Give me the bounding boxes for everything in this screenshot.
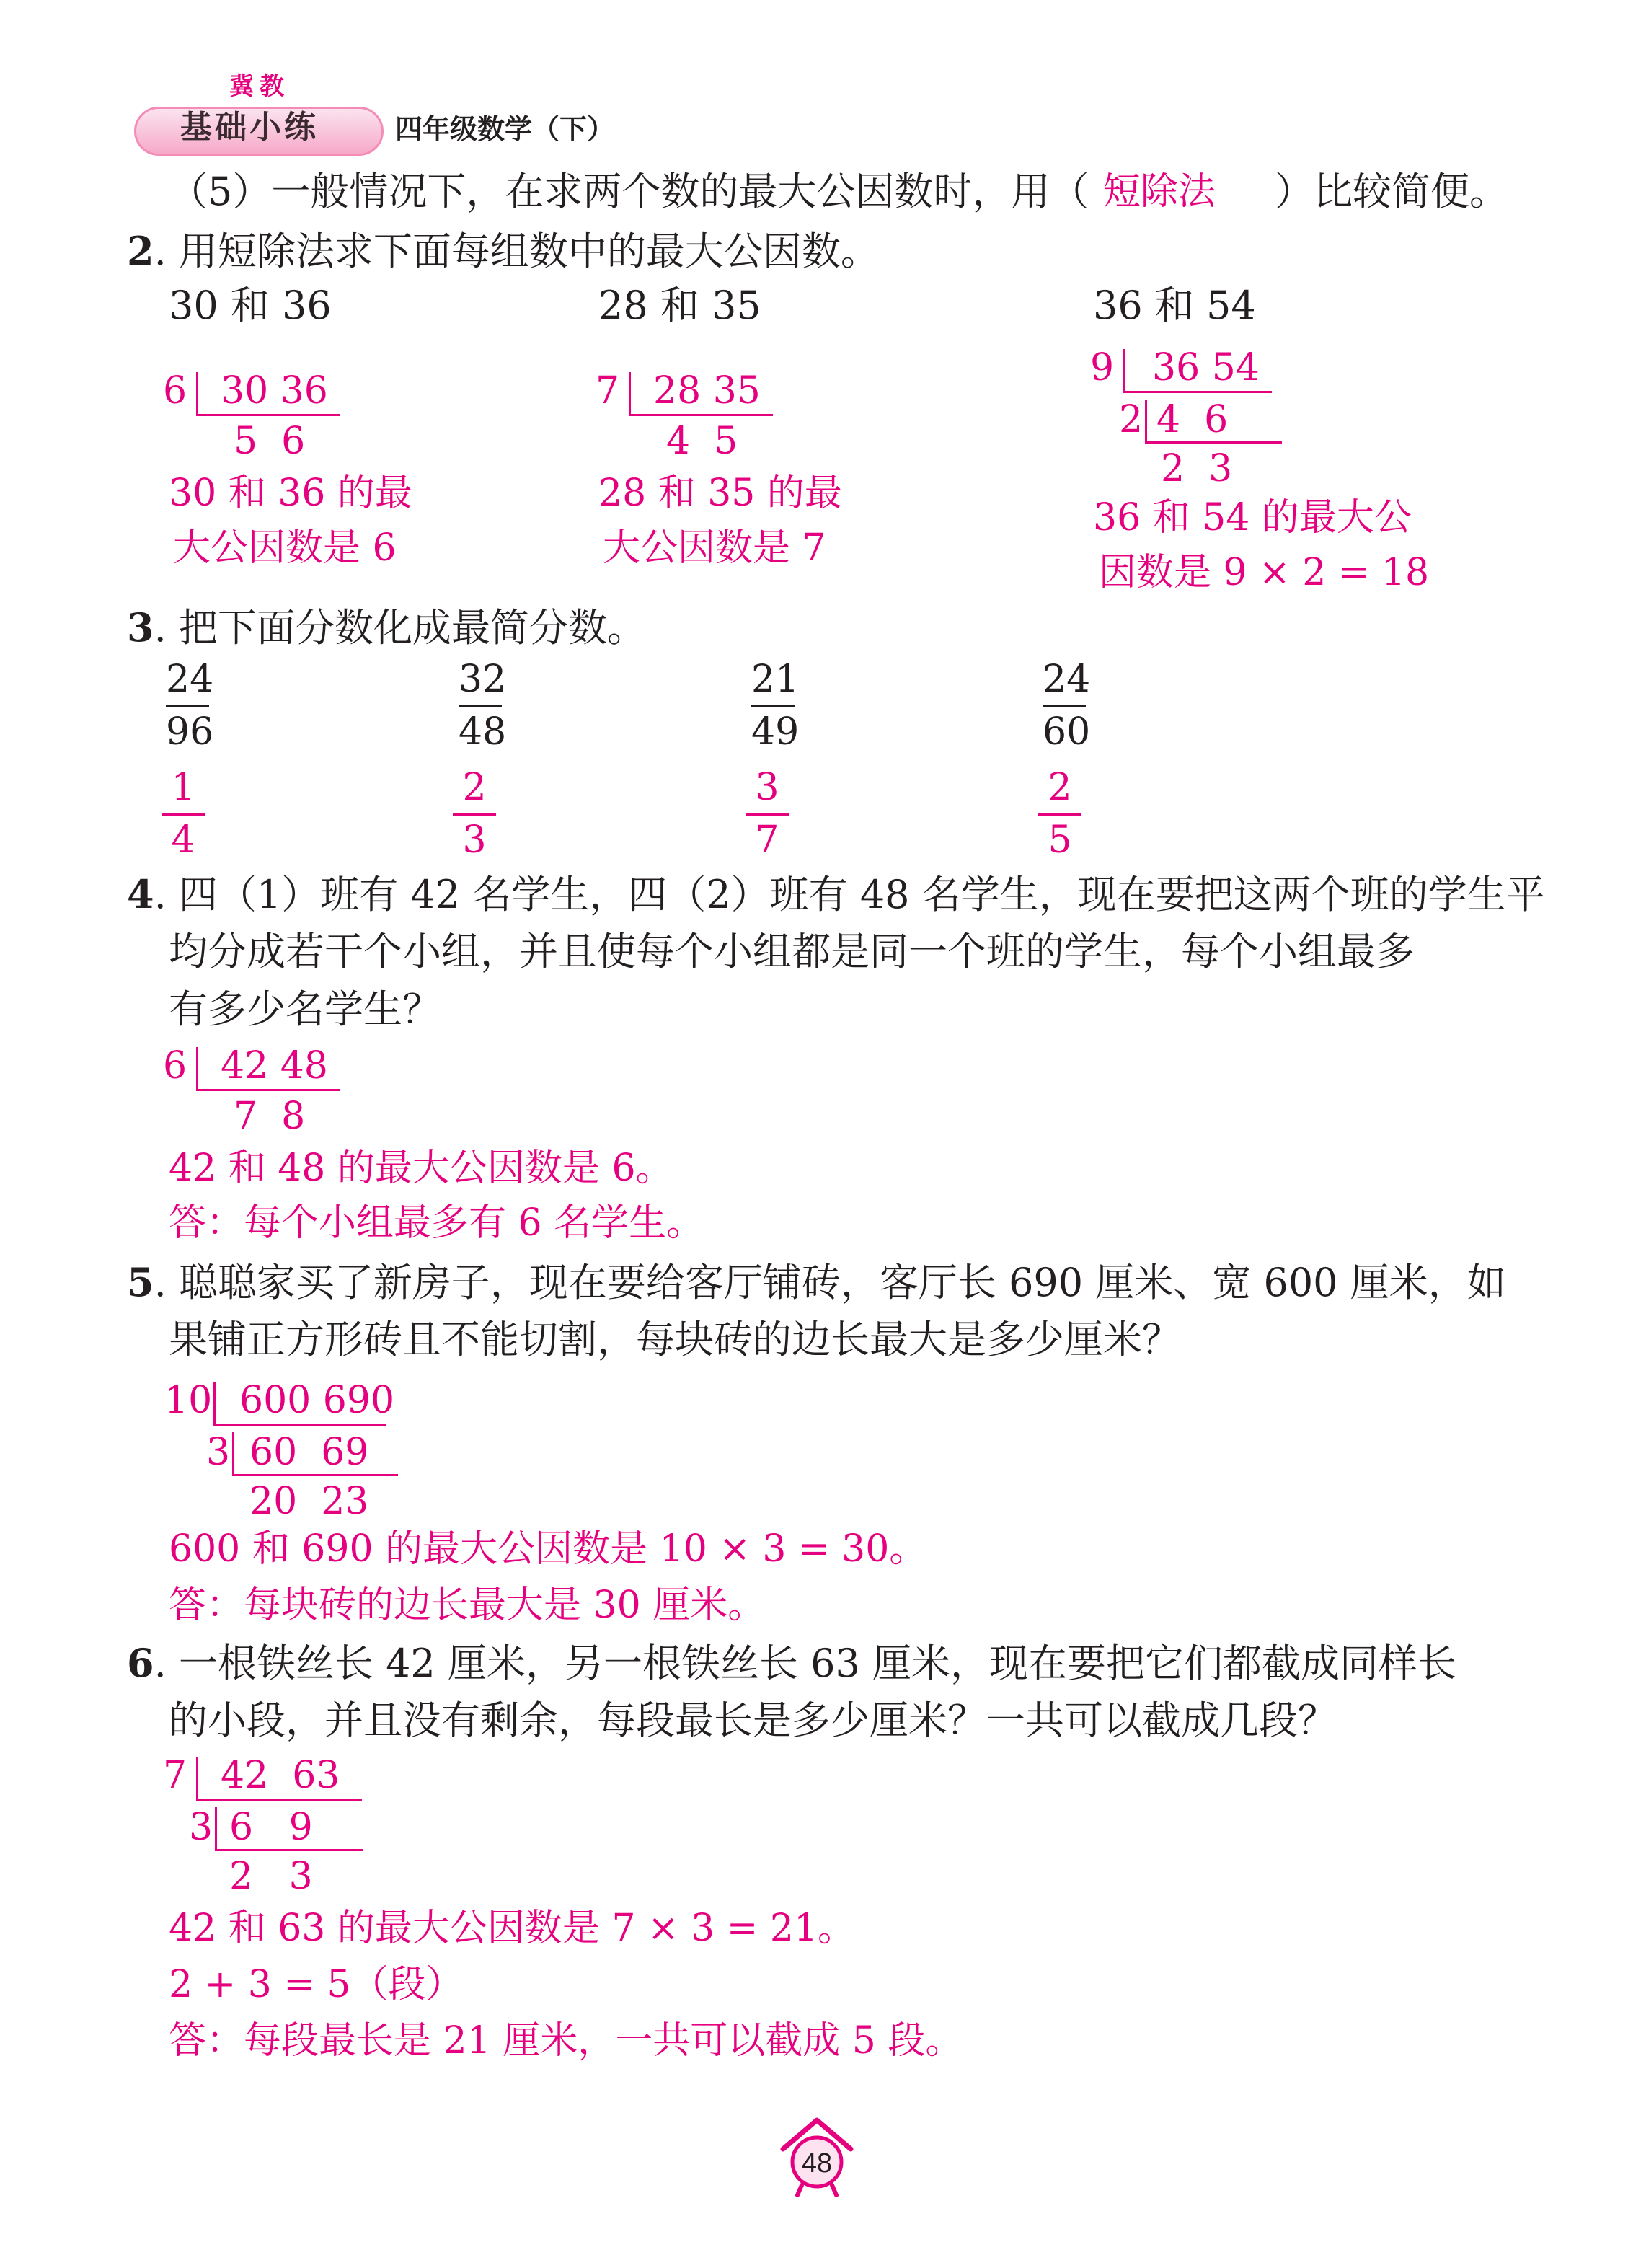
series-label: 冀教 <box>229 72 290 101</box>
numerator: 1 <box>171 766 195 809</box>
middle-row: 60 69 <box>249 1431 369 1474</box>
division-line <box>1123 391 1272 393</box>
fraction-bar <box>1038 813 1081 816</box>
q2-group3-division <box>1090 346 1321 505</box>
division-bracket <box>196 1757 198 1799</box>
q2-group2-division <box>596 369 783 470</box>
middle-row: 6 9 <box>229 1806 313 1849</box>
page-number-badge <box>770 2107 864 2201</box>
q5-line-2: 果铺正方形砖且不能切割，每块砖的边长最大是多少厘米？ <box>169 1317 1181 1362</box>
q6-line-2: 的小段，并且没有剩余，每段最长是多少厘米？一共可以截成几段？ <box>169 1698 1337 1743</box>
q1-5-before: （5）一般情况下，在求两个数的最大公因数时，用（ <box>169 169 1089 214</box>
dividend-row: 600 690 <box>239 1379 395 1422</box>
numerator: 21 <box>751 658 800 701</box>
q4-text-1: . 四（1）班有 42 名学生，四（2）班有 48 名学生，现在要把这两个班的学生平 <box>154 872 1545 917</box>
divisor: 7 <box>163 1754 187 1797</box>
quotient-row: 7 8 <box>234 1095 306 1138</box>
q3-text: . 把下面分数化成最简分数。 <box>154 605 646 650</box>
dividend-row: 36 54 <box>1152 346 1260 389</box>
q3-stem <box>127 606 646 650</box>
division-line <box>213 1424 386 1426</box>
divisor-2: 2 <box>1119 398 1143 441</box>
fraction-bar <box>166 705 209 707</box>
q3-fraction-2 <box>459 658 507 754</box>
house-badge-icon <box>770 2107 864 2201</box>
q2-group1-label: 30 和 36 <box>169 283 332 328</box>
q2-group3-answer-2: 因数是 9 × 2 = 18 <box>1099 551 1430 594</box>
division-line <box>196 1089 340 1091</box>
q3-answer-2 <box>453 766 496 862</box>
divisor: 7 <box>596 369 620 412</box>
q2-text: . 用短除法求下面每组数中的最大公因数。 <box>154 229 880 274</box>
q4-number: 4 <box>127 871 154 917</box>
denominator: 60 <box>1043 710 1091 754</box>
quotient-row: 2 3 <box>229 1855 313 1898</box>
q5-answer-2: 答：每块砖的边长最大是 30 厘米。 <box>169 1584 766 1627</box>
denominator: 4 <box>171 818 195 862</box>
dividend-row: 42 63 <box>221 1754 340 1797</box>
divisor: 6 <box>163 369 187 412</box>
denominator: 3 <box>462 818 487 862</box>
q5-division <box>164 1379 424 1537</box>
q4-answer-1: 42 和 48 的最大公因数是 6。 <box>169 1147 673 1190</box>
q4-answer-2: 答：每个小组最多有 6 名学生。 <box>169 1201 704 1245</box>
q5-line-1 <box>127 1261 1506 1305</box>
division-bracket <box>196 1047 198 1089</box>
q3-answer-1 <box>162 766 205 862</box>
numerator: 3 <box>755 766 779 809</box>
divisor-2: 3 <box>189 1806 213 1849</box>
divisor: 6 <box>163 1044 187 1087</box>
numerator: 24 <box>1043 658 1091 701</box>
divisor-2: 3 <box>206 1431 231 1474</box>
denominator: 7 <box>755 818 779 862</box>
quotient-row: 5 6 <box>234 420 306 463</box>
q3-fraction-1 <box>166 658 214 754</box>
q6-line-1 <box>127 1641 1456 1685</box>
denominator: 49 <box>751 710 800 754</box>
division-bracket-2 <box>232 1432 234 1474</box>
denominator: 48 <box>459 710 507 754</box>
fraction-bar <box>453 813 496 816</box>
division-line <box>629 414 773 416</box>
page-number: 48 <box>801 2148 833 2179</box>
q2-group1-answer-2: 大公因数是 6 <box>173 526 397 570</box>
quotient-row: 4 5 <box>666 420 738 463</box>
fraction-bar <box>459 705 502 707</box>
numerator: 24 <box>166 658 214 701</box>
quotient-row: 20 23 <box>249 1480 369 1523</box>
q6-division <box>163 1754 408 1912</box>
numerator: 2 <box>1048 766 1072 809</box>
q2-number: 2 <box>127 228 154 274</box>
q4-line-1 <box>127 873 1545 917</box>
division-line-2 <box>1145 441 1282 444</box>
q6-answer-3: 答：每段最长是 21 厘米，一共可以截成 5 段。 <box>169 2019 963 2062</box>
q3-answer-3 <box>746 766 789 862</box>
q4-line-2: 均分成若干个小组，并且使每个小组都是同一个班的学生，每个小组最多 <box>169 929 1415 974</box>
q4-division <box>163 1044 350 1145</box>
q2-group2-answer-1: 28 和 35 的最 <box>598 472 842 515</box>
q6-number: 6 <box>127 1640 154 1686</box>
q6-text-1: . 一根铁丝长 42 厘米，另一根铁丝长 63 厘米，现在要把它们都截成同样长 <box>154 1641 1456 1686</box>
q2-group2-label: 28 和 35 <box>598 283 761 328</box>
fraction-bar <box>162 813 205 816</box>
middle-row: 4 6 <box>1156 398 1229 441</box>
denominator: 5 <box>1048 818 1072 862</box>
q5-answer-1: 600 和 690 的最大公因数是 10 × 3 = 30。 <box>169 1527 927 1571</box>
q1-5-answer: 短除法 <box>1103 170 1216 213</box>
numerator: 2 <box>462 766 487 809</box>
division-bracket-2 <box>1145 400 1147 441</box>
q2-group3-answer-1: 36 和 54 的最大公 <box>1093 496 1412 539</box>
division-bracket <box>1123 349 1125 391</box>
division-line <box>196 1799 362 1801</box>
brand-title: 基础小练 <box>180 109 319 146</box>
dividend-row: 30 36 <box>221 369 328 412</box>
divisor: 10 <box>164 1379 213 1422</box>
q3-fraction-4 <box>1043 658 1091 754</box>
fraction-bar <box>1043 705 1086 707</box>
divisor: 9 <box>1090 346 1115 389</box>
numerator: 32 <box>459 658 507 701</box>
q3-number: 3 <box>127 604 154 650</box>
q2-group1-answer-1: 30 和 36 的最 <box>169 472 412 515</box>
division-line-2 <box>232 1474 398 1476</box>
q5-number: 5 <box>127 1259 154 1305</box>
q2-group2-answer-2: 大公因数是 7 <box>603 526 826 570</box>
q6-answer-1: 42 和 63 的最大公因数是 7 × 3 = 21。 <box>169 1907 856 1950</box>
q2-group1-division <box>163 369 350 470</box>
q3-fraction-3 <box>751 658 800 754</box>
division-line <box>196 414 340 416</box>
quotient-row: 2 3 <box>1161 447 1233 490</box>
q2-group3-label: 36 和 54 <box>1093 283 1256 328</box>
q5-text-1: . 聪聪家买了新房子，现在要给客厅铺砖，客厅长 690 厘米、宽 600 厘米，如 <box>154 1260 1506 1305</box>
division-bracket-2 <box>215 1807 217 1849</box>
division-bracket <box>629 372 631 414</box>
division-bracket <box>196 372 198 414</box>
q1-5-after: ）比较简便。 <box>1275 169 1508 214</box>
subject-title: 四年级数学（下） <box>395 113 615 145</box>
division-bracket <box>213 1382 216 1424</box>
q3-answer-4 <box>1038 766 1081 862</box>
denominator: 96 <box>166 710 214 754</box>
q4-line-3: 有多少名学生？ <box>169 987 441 1032</box>
q2-stem <box>127 229 880 273</box>
fraction-bar <box>746 813 789 816</box>
fraction-bar <box>751 705 795 707</box>
q6-answer-2: 2 + 3 = 5（段） <box>169 1963 464 2006</box>
dividend-row: 42 48 <box>221 1044 328 1087</box>
dividend-row: 28 35 <box>653 369 761 412</box>
division-line-2 <box>215 1849 363 1851</box>
